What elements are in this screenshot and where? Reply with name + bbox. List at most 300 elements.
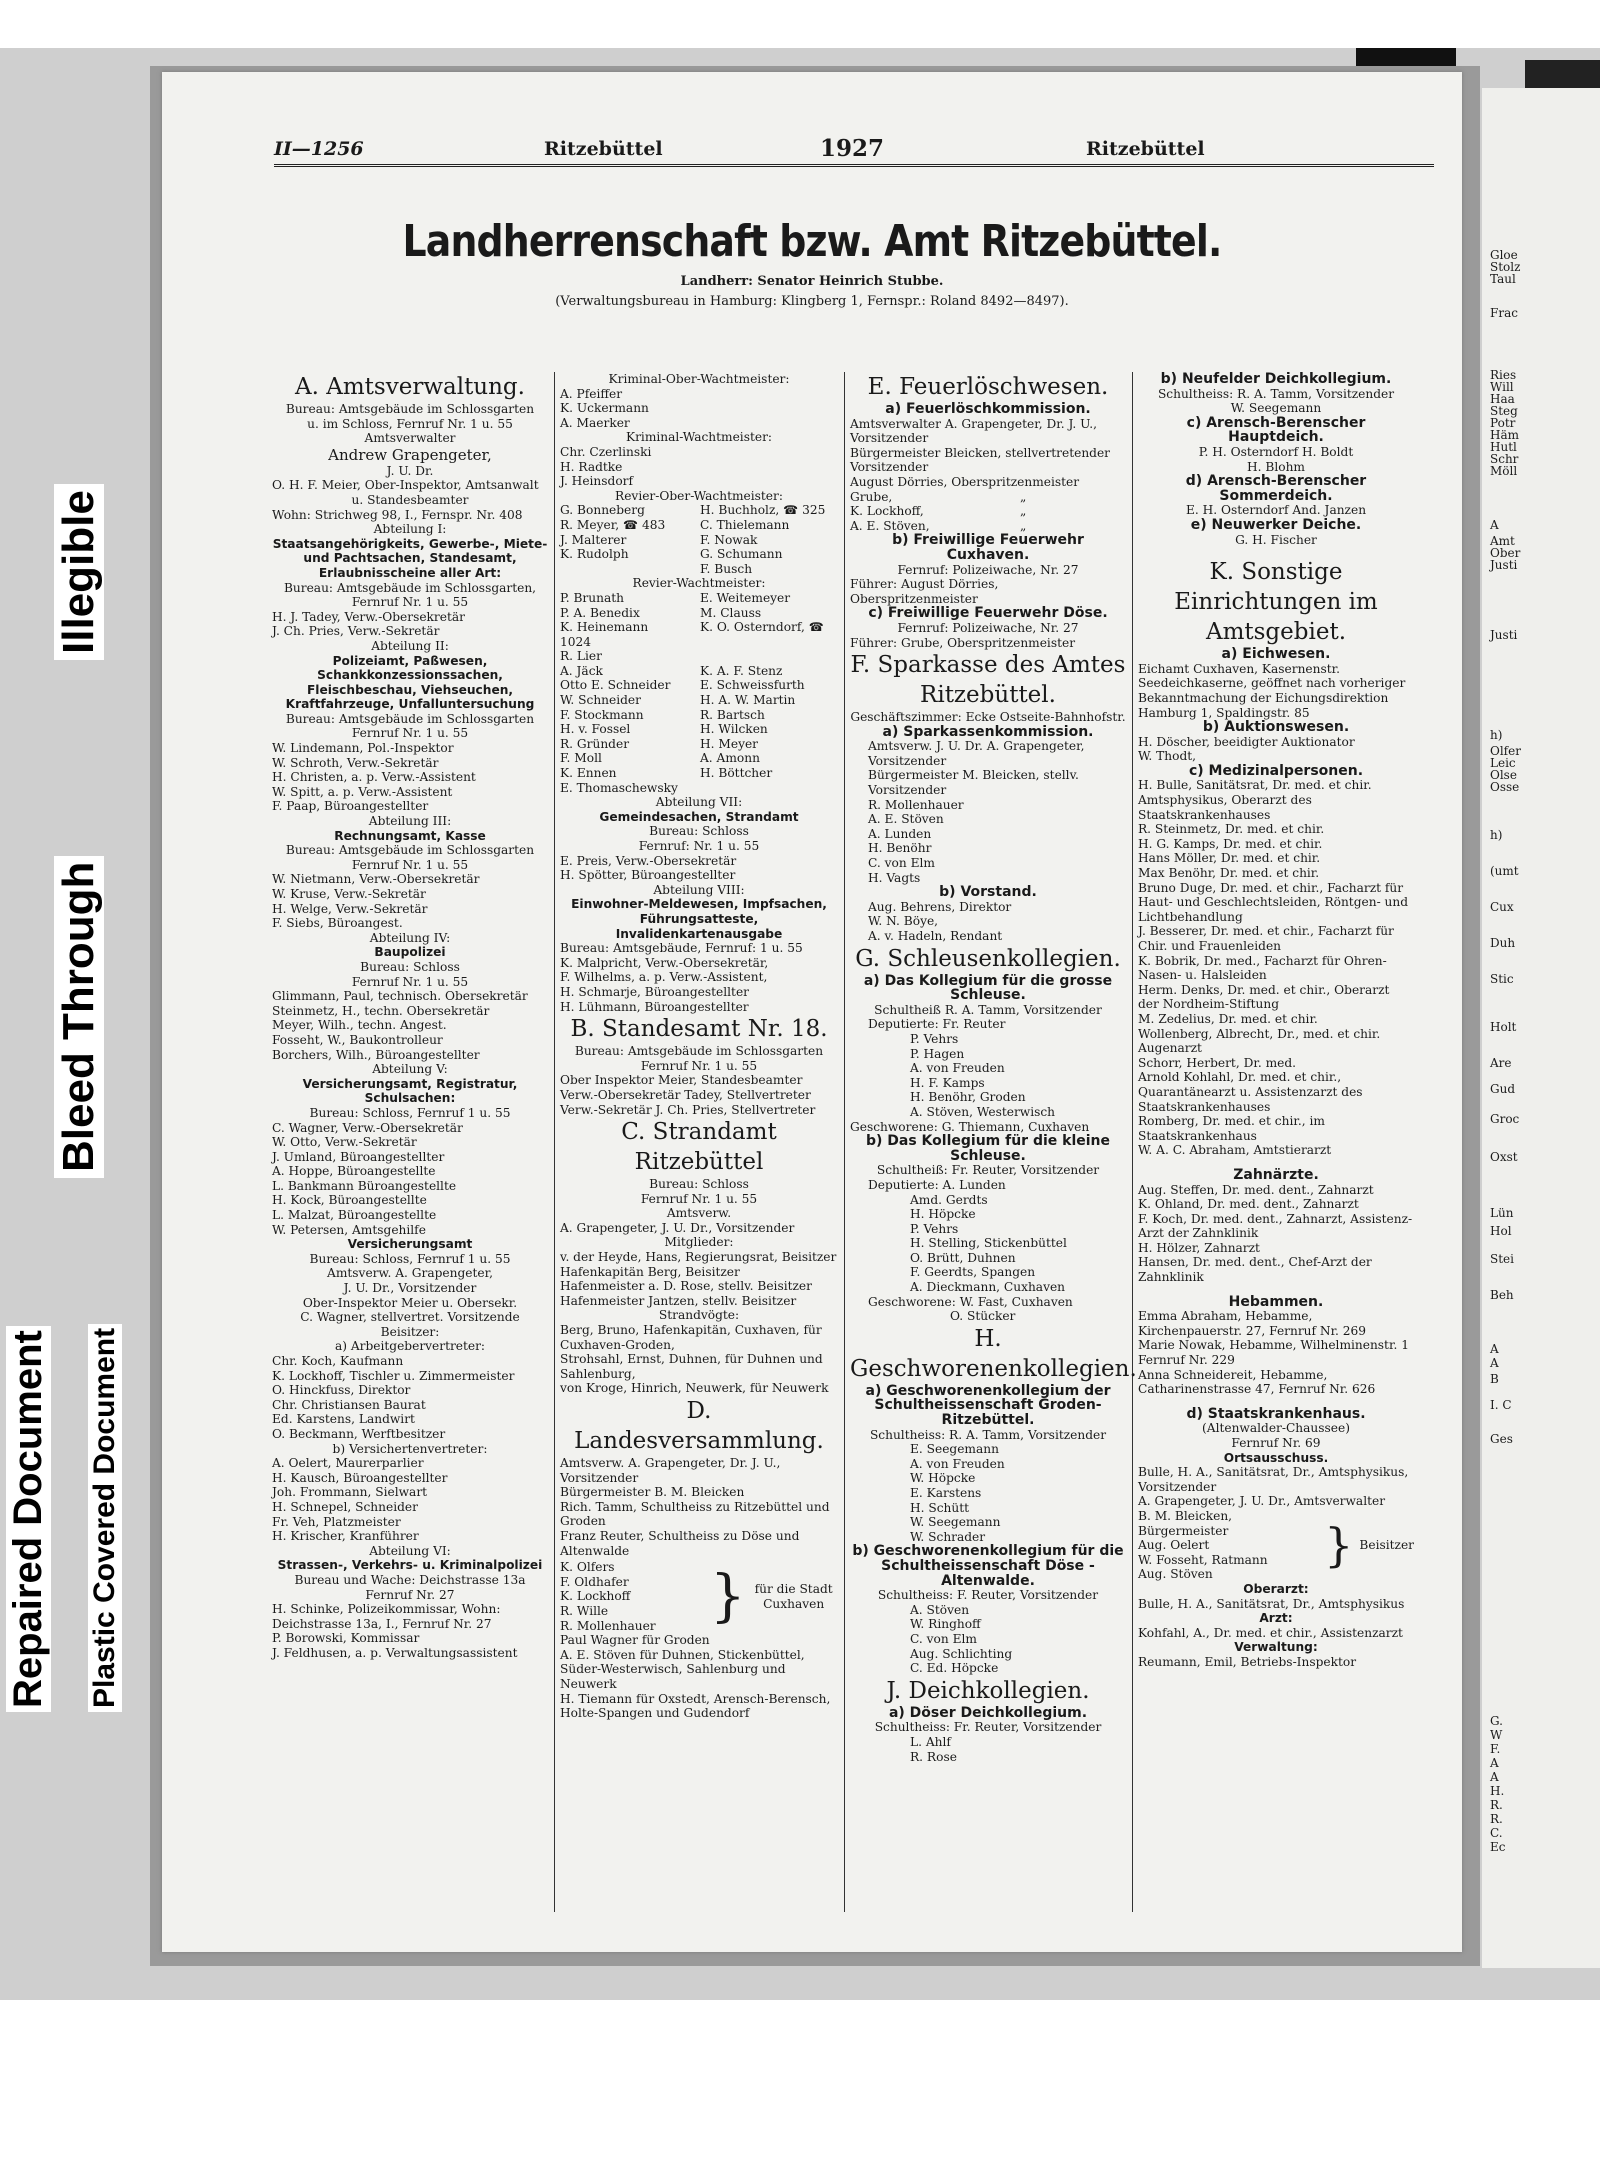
text-line: R. Mollenhauer — [560, 1618, 656, 1633]
adjacent-page-fragment: Will — [1490, 380, 1514, 394]
text-line: F. Busch — [700, 561, 753, 576]
subheading: b) Auktionswesen. — [1202, 719, 1350, 736]
text-line: W. Nietmann, Verw.-Obersekretär — [272, 872, 480, 887]
text-line: Aug. Behrens, Direktor — [868, 899, 1012, 914]
adjacent-page-fragment: H. — [1490, 1784, 1505, 1798]
adjacent-page-fragment: Groc — [1490, 1112, 1520, 1126]
text-line: J. Malterer — [560, 532, 627, 547]
text-line: Fernruf: Nr. 1 u. 55 — [638, 839, 760, 853]
text-line: L. Malzat, Büroangestellte — [272, 1208, 437, 1223]
text-line: Steinmetz, H., techn. Obersekretär — [272, 1003, 490, 1018]
text-line: P. A. Benedix — [560, 605, 640, 620]
text-line: H. J. Tadey, Verw.-Obersekretär — [272, 609, 465, 624]
text-line: A. Hoppe, Büroangestellte — [272, 1164, 436, 1179]
document-page — [162, 72, 1462, 1952]
text-line: H. G. Kamps, Dr. med. et chir. — [1138, 836, 1323, 851]
text-line: J. Besserer, Dr. med. et chir., Facharzt für Chir. und Frauenleiden — [1138, 924, 1394, 953]
text-line: E. Thomaschewsky — [560, 780, 678, 795]
text-line: H. A. W. Martin — [700, 693, 796, 708]
text-line: W. Petersen, Amtsgehilfe — [272, 1222, 426, 1237]
text-line: Hafenmeister a. D. Rose, stellv. Beisitzer — [560, 1279, 812, 1294]
text-line: W. Ringhoff — [910, 1617, 981, 1632]
subheading: Abteilung IV: — [369, 930, 451, 945]
text-line: Marie Nowak, Hebamme, Wilhelminenstr. 1 Fernruf Nr. 229 — [1138, 1338, 1409, 1368]
text-line: Strohsahl, Ernst, Duhnen, für Duhnen und Sahlenburg, — [560, 1352, 823, 1381]
text-line: R. Wille — [560, 1603, 609, 1618]
text-line: Wollenberg, Albrecht, Dr., med. et chir. Augenarzt — [1138, 1026, 1381, 1056]
page-number: II—1256 — [274, 138, 364, 160]
text-line: G. Schumann — [700, 547, 783, 562]
text-line: August Dörries, Oberspritzenmeister — [850, 474, 1080, 489]
text-line: Amtsverw. — [666, 1206, 732, 1221]
section-g-heading: G. Schleusenkollegien. — [855, 945, 1121, 972]
text-line: H. Wilcken — [700, 722, 768, 737]
adjacent-page-fragment: Justi — [1490, 558, 1518, 572]
text-line: Chr. Christiansen Baurat — [272, 1397, 426, 1412]
header-right-place: Ritzebüttel — [1086, 138, 1205, 160]
text-line: Hans Möller, Dr. med. et chir. — [1138, 851, 1321, 866]
text-line: W. Otto, Verw.-Sekretär — [272, 1135, 417, 1150]
subheading: c) Medizinalpersonen. — [1188, 762, 1364, 779]
text-line: K. Heinemann — [560, 620, 649, 635]
text-line: Kohfahl, A., Dr. med. et chir., Assistenzarzt — [1138, 1625, 1403, 1640]
adjacent-page-fragment: I. C — [1490, 1398, 1512, 1412]
text-line: J. Heinsdorf — [560, 474, 634, 489]
adjacent-page-fragment: Möll — [1490, 464, 1518, 478]
text-line: Verw.-Obersekretär Tadey, Stellvertreter — [560, 1087, 811, 1102]
adjacent-page-fragment: Haa — [1490, 392, 1515, 406]
section-b-heading: B. Standesamt Nr. 18. — [570, 1016, 828, 1043]
text-line: O. Beckmann, Werftbesitzer — [272, 1426, 446, 1441]
text-line: Anna Schneidereit, Hebamme, Catharinenstrasse 47, Fernruf Nr. 626 — [1138, 1367, 1376, 1397]
text-line: R. Lier — [560, 649, 602, 664]
text-line: A. Jäck — [560, 663, 603, 678]
text-line: K. O. Osterndorf, ☎ 1024 — [560, 620, 824, 649]
column-4 — [1138, 372, 1414, 1670]
text-line: Chr. Koch, Kaufmann — [272, 1354, 404, 1368]
text-line: Geschäftszimmer: Ecke Ostseite-Bahnhofstr. — [850, 710, 1126, 725]
text-line: Ober Inspektor Meier, Standesbeamter — [560, 1073, 803, 1088]
text-line: Arnold Kohlahl, Dr. med. et chir., Quarantänearzt u. Assistenzarzt des Staatskrankenhauses — [1138, 1070, 1363, 1114]
text-line: Ober-Inspektor Meier u. Obersekr. — [302, 1295, 518, 1310]
adjacent-page-fragment: Taul — [1490, 272, 1516, 286]
text-line: G. H. Fischer — [1235, 532, 1317, 547]
text-line: Fernruf Nr. 1 u. 55 — [351, 974, 469, 989]
subheading: b) Neufelder Deichkollegium. — [1160, 371, 1392, 387]
text-line: Rich. Tamm, Schultheiss zu Ritzebüttel und Groden — [560, 1499, 830, 1529]
plastic-covered-document-label: Plastic Covered Document — [88, 1324, 122, 1712]
text-line: Schultheiss: R. A. Tamm, Vorsitzender — [1157, 386, 1395, 401]
text-line: Fernruf Nr. 27 — [365, 1587, 455, 1602]
subheading: d) Staatskrankenhaus. — [1186, 1405, 1366, 1422]
adjacent-page-fragment: R. — [1490, 1812, 1503, 1826]
text-line: Amtsverw. J. U. Dr. A. Grapengeter, Vorsitzender — [868, 739, 1085, 768]
text-line: Fernruf Nr. 1 u. 55 — [640, 1191, 758, 1206]
column-2 — [560, 372, 838, 1721]
subheading: Kriminal-Wachtmeister: — [625, 430, 773, 445]
adjacent-page-fragment: Stolz — [1490, 260, 1521, 274]
adjacent-page-fragment: Olse — [1490, 768, 1517, 782]
text-line: Hafenkapitän Berg, Beisitzer — [560, 1264, 740, 1279]
text-line: Amtsverwalter — [364, 431, 456, 446]
adjacent-page-fragment: Justi — [1490, 628, 1518, 642]
text-line: K. A. F. Stenz — [700, 663, 783, 678]
text-line: W. Schroth, Verw.-Sekretär — [272, 755, 439, 770]
text-line: R. Rose — [910, 1749, 957, 1764]
text-line: H. Blohm — [1247, 459, 1305, 474]
subheading: Baupolizei — [374, 945, 446, 960]
text-line: Bureau und Wache: Deichstrasse 13a — [294, 1572, 526, 1587]
adjacent-page-fragment: A — [1490, 1342, 1499, 1356]
text-line: Bureau: Schloss, Fernruf 1 u. 55 — [309, 1251, 511, 1266]
adjacent-page-fragment: Hutl — [1490, 440, 1517, 454]
text-line: Verw.-Sekretär J. Ch. Pries, Stellvertreter — [560, 1102, 816, 1117]
subheading: a) Eichwesen. — [1221, 646, 1331, 663]
text-line: W. Thodt, — [1138, 749, 1197, 764]
text-line: J. Umland, Büroangestellter — [272, 1149, 445, 1164]
text-line: H. Tiemann für Oxstedt, Arensch-Berensch, Holte-Spangen und Gudendorf — [560, 1691, 831, 1721]
text-line: Bürgermeister M. Bleicken, stellv. Vorsitzender — [868, 768, 1079, 798]
beisitzer-group — [1138, 1509, 1414, 1582]
subheading: b) Geschworenenkollegium für die Schultheissenschaft Döse - Altenwalde. — [852, 1543, 1124, 1589]
text-line: E. Weitemeyer — [700, 590, 791, 605]
text-line: F. Wilhelms, a. p. Verw.-Assistent, — [560, 970, 768, 985]
text-line: Bürgermeister B. M. Bleicken — [560, 1485, 745, 1500]
adjacent-page-fragment: Stic — [1490, 972, 1514, 986]
adjacent-page-fragment: W — [1490, 1728, 1503, 1742]
text-line: A. Amonn — [700, 751, 760, 766]
text-line: C. Wagner, stellvertret. Vorsitzende — [300, 1310, 520, 1325]
text-line: Schultheiß R. A. Tamm, Vorsitzender — [874, 1002, 1102, 1017]
text-line: H. Krischer, Kranführer — [272, 1529, 419, 1544]
subheading: d) Arensch-Berenscher Sommerdeich. — [1185, 473, 1367, 504]
text-line: F. Paap, Büroangestellter — [272, 799, 429, 814]
subheading: Einwohner-Meldewesen, Impfsachen, Führungsatteste, Invalidenkartenausgabe — [571, 897, 827, 941]
section-e-heading: E. Feuerlöschwesen. — [867, 374, 1109, 400]
adjacent-page-fragment: Schr — [1490, 452, 1519, 466]
subheading: b) Versichertenvertreter: — [332, 1441, 488, 1456]
adjacent-page-fragment: A — [1490, 1756, 1499, 1770]
text-line: Beisitzer — [1359, 1538, 1414, 1553]
section-k-heading: K. Sonstige Einrichtungen im Amtsgebiet. — [1174, 559, 1378, 646]
subheading: Zahnärzte. — [1233, 1166, 1319, 1183]
text-line: H. Meyer — [700, 736, 758, 751]
column-rule-2 — [844, 372, 845, 1912]
text-line: A. von Freuden — [910, 1456, 1005, 1471]
subheading: Abteilung I: — [373, 522, 447, 537]
subheading: c) Arensch-Berenscher Hauptdeich. — [1186, 414, 1366, 446]
text-line: Führer: Grube, Oberspritzenmeister — [850, 635, 1076, 650]
subheading: a) Sparkassenkommission. — [882, 723, 1094, 740]
text-line: C. Wagner, Verw.-Obersekretär — [272, 1120, 463, 1135]
text-line: A. Maerker — [560, 415, 630, 430]
text-line: E. Schweissfurth — [700, 678, 805, 693]
text-line: Geschworene: W. Fast, Cuxhaven — [868, 1294, 1073, 1309]
column-1 — [272, 372, 548, 1660]
text-line: A. von Freuden — [910, 1061, 1005, 1076]
text-line: Emma Abraham, Hebamme, Kirchenpauerstr. 27, Fernruf Nr. 269 — [1138, 1309, 1367, 1338]
adjacent-page-fragment: Oxst — [1490, 1150, 1518, 1164]
adjacent-page-fragment: (umt — [1490, 864, 1519, 878]
adjacent-page-fragment: F. — [1490, 1742, 1501, 1756]
adjacent-page-fragment: Stei — [1490, 1252, 1514, 1266]
text-line: Schultheiss: R. A. Tamm, Vorsitzender — [869, 1427, 1107, 1442]
text-line: Hafenmeister Jantzen, stellv. Beisitzer — [560, 1293, 797, 1308]
adjacent-page-fragment: h) — [1490, 728, 1503, 742]
header-rule — [274, 164, 1434, 167]
text-line: Bürgermeister Bleicken, stellvertretender Vorsitzender — [850, 445, 1111, 475]
text-line: R. Bartsch — [700, 707, 765, 722]
text-line: Bureau: Amtsgebäude im Schlossgarten, — [283, 580, 537, 595]
subheading: Beisitzer: — [380, 1324, 440, 1339]
subheading: b) Freiwillige Feuerwehr Cuxhaven. — [892, 532, 1084, 563]
text-line: W. Seegemann — [910, 1515, 1001, 1530]
text-line: Meyer, Wilh., techn. Angest. — [272, 1018, 447, 1033]
text-line: Berg, Bruno, Hafenkapitän, Cuxhaven, für Cuxhaven-Groden, — [560, 1323, 822, 1352]
text-line: A. Stöven — [910, 1602, 970, 1617]
text-line: P. Vehrs — [910, 1031, 959, 1046]
text-line: (Altenwalder-Chaussee) — [1202, 1421, 1350, 1436]
brace-icon: } — [1324, 1518, 1354, 1573]
text-line: Bulle, H. A., Sanitätsrat, Dr., Amtsphysikus — [1138, 1596, 1405, 1611]
text-line: H. Böttcher — [700, 766, 773, 781]
text-line: Herm. Denks, Dr. med. et chir., Oberarzt der Nordheim-Stiftung — [1138, 982, 1390, 1012]
text-line: K. Lockhoff, Tischler u. Zimmermeister — [272, 1368, 515, 1383]
text-line: Deputierte: A. Lunden — [868, 1177, 1006, 1192]
text-line: P. Brunath — [560, 590, 624, 605]
text-line: Bulle, H. A., Sanitätsrat, Dr., Amtsphysikus, Vorsitzender — [1138, 1465, 1409, 1494]
repaired-document-label: Repaired Document — [6, 1326, 51, 1712]
column-rule-3 — [1132, 372, 1133, 1912]
text-line: H. Spötter, Büroangestellter — [560, 868, 736, 883]
text-line: H. Welge, Verw.-Sekretär — [272, 901, 428, 916]
text-line: für die Stadt Cuxhaven — [754, 1582, 833, 1611]
text-line: Fernruf Nr. 1 u. 55 — [351, 726, 469, 741]
text-line: Aug. Stöven — [1138, 1567, 1213, 1582]
text-line: C. Thielemann — [700, 517, 790, 532]
left-labels — [0, 360, 150, 1720]
text-line: C. von Elm — [910, 1631, 977, 1646]
subheading: Versicherungsamt, Registratur, Schulsachen: — [302, 1076, 518, 1106]
text-line: A. Grapengeter, J. U. Dr., Amtsverwalter — [1138, 1494, 1386, 1509]
text-line: E. H. Osterndorf And. Janzen — [1185, 503, 1367, 518]
bureau-line: (Verwaltungsbureau in Hamburg: Klingberg 1, Fernspr.: Roland 8492—8497). — [555, 294, 1069, 309]
text-line: J. U. Dr. — [386, 463, 434, 478]
subheading: Kriminal-Ober-Wachtmeister: — [608, 372, 790, 386]
text-line: R. Mollenhauer — [868, 797, 964, 812]
text-line: M. Zedelius, Dr. med. et chir. — [1138, 1011, 1318, 1026]
subheading: Strassen-, Verkehrs- u. Kriminalpolizei — [277, 1558, 543, 1573]
text-line: F. Nowak — [700, 532, 758, 547]
text-line: Wohn: Strichweg 98, I., Fernspr. Nr. 408 — [272, 507, 523, 522]
brace-icon: } — [710, 1563, 746, 1629]
text-line: H. Kausch, Büroangestellter — [272, 1470, 448, 1485]
text-line: K. Uckermann — [560, 401, 649, 416]
adjacent-page-fragment: Beh — [1490, 1288, 1514, 1302]
subheading: Revier-Ober-Wachtmeister: — [615, 488, 783, 503]
subheading: a) Feuerlöschkommission. — [885, 401, 1091, 417]
text-line: v. der Heyde, Hans, Regierungsrat, Beisitzer — [560, 1250, 837, 1265]
subheading: b) Das Kollegium für die kleine Schleuse. — [865, 1133, 1111, 1164]
text-line: A. E. Stöven, — [850, 518, 930, 533]
adjacent-page-fragment: h) — [1490, 828, 1503, 842]
text-line: Ed. Karstens, Landwirt — [272, 1412, 415, 1427]
text-line: H. Buchholz, ☎ 325 — [700, 503, 826, 518]
text-line: Reumann, Emil, Betriebs-Inspektor — [1138, 1654, 1357, 1669]
scan-background — [0, 48, 1600, 2000]
text-line: K. Rudolph — [560, 547, 629, 562]
text-line: A. Oelert, Maurerparlier — [272, 1456, 424, 1471]
column-rule-1 — [554, 372, 555, 1912]
adjacent-page-fragment: Cux — [1490, 900, 1514, 914]
text-line: A. v. Hadeln, Rendant — [868, 929, 1003, 943]
text-line: A. E. Stöven für Duhnen, Stickenbüttel, Süder-Westerwisch, Sahlenburg und Neuwerk — [560, 1647, 805, 1691]
text-line: Amtsverw. A. Grapengeter, Dr. J. U., Vorsitzender — [560, 1456, 781, 1485]
text-line: Bureau: Schloss — [360, 959, 460, 974]
text-line: W. Seegemann — [1230, 401, 1322, 416]
adjacent-page-fragment: A — [1490, 518, 1499, 532]
text-line: Bureau: Amtsgebäude im Schlossgarten — [285, 843, 535, 858]
text-line: W. Fosseht, Ratmann — [1138, 1552, 1268, 1567]
text-line: W. Kruse, Verw.-Sekretär — [272, 887, 426, 901]
text-line: Amtsverwalter A. Grapengeter, Dr. J. U., Vorsitzender — [850, 416, 1098, 446]
text-line: A. Dieckmann, Cuxhaven — [910, 1280, 1066, 1295]
header-year: 1927 — [820, 135, 885, 162]
text-line: Führer: August Dörries, Oberspritzenmeister — [850, 577, 999, 606]
subheading: Staatsangehörigkeits, Gewerbe-, Miete- und Pachtsachen, Standesamt, Erlaubnisscheine aller Art: — [272, 536, 548, 580]
subheading: Mitglieder: — [664, 1235, 734, 1250]
text-line: A. Lunden — [868, 826, 932, 841]
section-d-heading: D. Landesversammlung. — [574, 1398, 824, 1454]
header-left-place: Ritzebüttel — [544, 138, 663, 160]
text-line: Bureau: Schloss, Fernruf 1 u. 55 — [309, 1105, 511, 1120]
subheading: Gemeindesachen, Strandamt — [599, 809, 799, 824]
text-line: R. Steinmetz, Dr. med. et chir. — [1138, 822, 1325, 837]
text-line: H. Christen, a. p. Verw.-Assistent — [272, 770, 476, 785]
page-title: Landherrenschaft bzw. Amt Ritzebüttel. — [402, 216, 1222, 267]
text-line: P. Hagen — [910, 1046, 965, 1061]
section-c-heading: C. Strandamt Ritzebüttel — [621, 1119, 777, 1176]
adjacent-page-fragment: Amt — [1490, 534, 1515, 548]
text-line: Chr. Czerlinski — [560, 444, 652, 459]
text-line: K. Ohland, Dr. med. dent., Zahnarzt — [1138, 1197, 1359, 1212]
adjacent-page-fragment: Frac — [1490, 306, 1518, 320]
text-line: K. Ennen — [560, 766, 617, 781]
text-line: F. Geerdts, Spangen — [910, 1265, 1036, 1280]
text-line: P. H. Osterndorf H. Boldt — [1198, 444, 1354, 459]
text-line: Grube, — [850, 489, 893, 504]
text-line: Amd. Gerdts — [910, 1192, 988, 1207]
subheading: a) Arbeitgebervertreter: — [334, 1339, 486, 1354]
text-line: Fernruf Nr. 1 u. 55 — [351, 595, 469, 610]
subheading: Arzt: — [1259, 1611, 1293, 1626]
illegible-label: Illegible — [54, 484, 104, 660]
adjacent-page-fragment: Steg — [1490, 404, 1518, 418]
stadt-cuxhaven-group — [560, 1560, 838, 1633]
text-line: O. Brütt, Duhnen — [910, 1250, 1016, 1265]
ditto-mark: „ — [1020, 489, 1027, 504]
text-line: Bureau: Amtsgebäude im Schlossgarten — [285, 402, 535, 416]
text-line: K. Bobrik, Dr. med., Facharzt für Ohren-Nasen- u. Halsleiden — [1138, 953, 1387, 983]
adjacent-page-fragment: Potr — [1490, 416, 1516, 430]
text-line: Deputierte: Fr. Reuter — [868, 1017, 1006, 1032]
text-line: G. Bonneberg — [560, 503, 645, 518]
text-line: W. Spitt, a. p. Verw.-Assistent — [272, 784, 453, 799]
text-line: Bruno Duge, Dr. med. et chir., Facharzt für Haut- und Geschlechtsleiden, Röntgen- und Lichtbehandlung — [1138, 880, 1409, 924]
subheading: Revier-Wachtmeister: — [632, 576, 766, 591]
text-line: Andrew Grapengeter, — [328, 445, 492, 464]
text-line: H. Lühmann, Büroangestellter — [560, 999, 749, 1014]
text-line: M. Clauss — [700, 605, 762, 620]
text-line: H. F. Kamps — [910, 1075, 985, 1090]
text-line: E. Karstens — [910, 1486, 982, 1500]
text-line: Fr. Veh, Platzmeister — [272, 1514, 401, 1529]
text-line: W. Höpcke — [910, 1471, 976, 1486]
text-line: W. Lindemann, Pol.-Inspektor — [272, 741, 454, 756]
adjacent-page-fragment: Are — [1490, 1056, 1512, 1070]
adjacent-page-fragment: R. — [1490, 1798, 1503, 1812]
text-line: F. Koch, Dr. med. dent., Zahnarzt, Assistenz-Arzt der Zahnklinik — [1138, 1211, 1413, 1241]
text-line: H. Höpcke — [910, 1207, 976, 1222]
subheading: Verwaltung: — [1234, 1640, 1318, 1655]
adjacent-page-fragment: Ober — [1490, 546, 1521, 560]
text-line: P. Borowski, Kommissar — [272, 1631, 420, 1646]
text-line: H. Benöhr, Groden — [910, 1090, 1026, 1105]
text-line: L. Bankmann Büroangestellte — [272, 1178, 457, 1193]
adjacent-page-fragment: Ges — [1490, 1432, 1513, 1446]
subheading: c) Freiwillige Feuerwehr Döse. — [868, 605, 1108, 622]
subheading: a) Geschworenenkollegium der Schultheissenschaft Groden-Ritzebüttel. — [865, 1382, 1111, 1429]
text-line: u. im Schloss, Fernruf Nr. 1 u. 55 — [307, 416, 513, 431]
bleed-through-label: Bleed Through — [54, 856, 104, 1178]
text-line: Bureau: Schloss — [649, 1177, 749, 1192]
adjacent-page-fragment: Gloe — [1490, 248, 1518, 262]
text-line: Schultheiß: Fr. Reuter, Vorsitzender — [876, 1163, 1100, 1178]
text-line: von Kroge, Hinrich, Neuwerk, für Neuwerk — [560, 1381, 829, 1396]
subheading: b) Vorstand. — [939, 884, 1037, 901]
text-line: W. Schrader — [910, 1529, 986, 1544]
text-line: Fernruf: Polizeiwache, Nr. 27 — [897, 562, 1079, 577]
text-line: F. Moll — [560, 751, 602, 766]
text-line: H. Schmarje, Büroangestellter — [560, 984, 749, 999]
text-line: W. N. Böye, — [868, 914, 939, 929]
text-line: B. M. Bleicken, Bürgermeister — [1138, 1508, 1233, 1538]
subheading: Versicherungsamt — [347, 1237, 473, 1252]
section-h-heading: H. Geschworenenkollegien. — [850, 1325, 1137, 1382]
subheading: Ortsausschuss. — [1223, 1450, 1329, 1465]
text-line: F. Oldhafer — [560, 1574, 629, 1589]
text-line: Aug. Schlichting — [910, 1646, 1013, 1661]
text-line: H. Schütt — [910, 1500, 970, 1515]
adjacent-page-fragment: Osse — [1490, 780, 1520, 794]
text-line: R. Gründer — [560, 736, 630, 751]
text-line: O. Hinckfuss, Direktor — [272, 1383, 411, 1398]
text-line: P. Vehrs — [910, 1221, 959, 1236]
text-line: Franz Reuter, Schultheiss zu Döse und Altenwalde — [560, 1528, 800, 1558]
text-line: Bureau: Amtsgebäude im Schlossgarten — [285, 711, 535, 726]
text-line: Romberg, Dr. med. et chir., im Staatskrankenhaus — [1138, 1114, 1325, 1143]
text-line: u. Standesbeamter — [351, 492, 469, 507]
text-line: Hansen, Dr. med. dent., Chef-Arzt der Zahnklinik — [1138, 1255, 1372, 1285]
text-line: H. Radtke — [560, 459, 623, 474]
subheading: e) Neuwerker Deiche. — [1190, 516, 1362, 533]
text-line: J. Ch. Pries, Verw.-Sekretär — [272, 624, 440, 639]
text-line: O. Stücker — [950, 1309, 1016, 1324]
text-line: A. Pfeiffer — [560, 386, 623, 401]
text-line: H. Benöhr — [868, 841, 932, 856]
text-line: Glimmann, Paul, technisch. Obersekretär — [272, 989, 528, 1004]
text-line: Fernruf Nr. 69 — [1231, 1436, 1321, 1450]
